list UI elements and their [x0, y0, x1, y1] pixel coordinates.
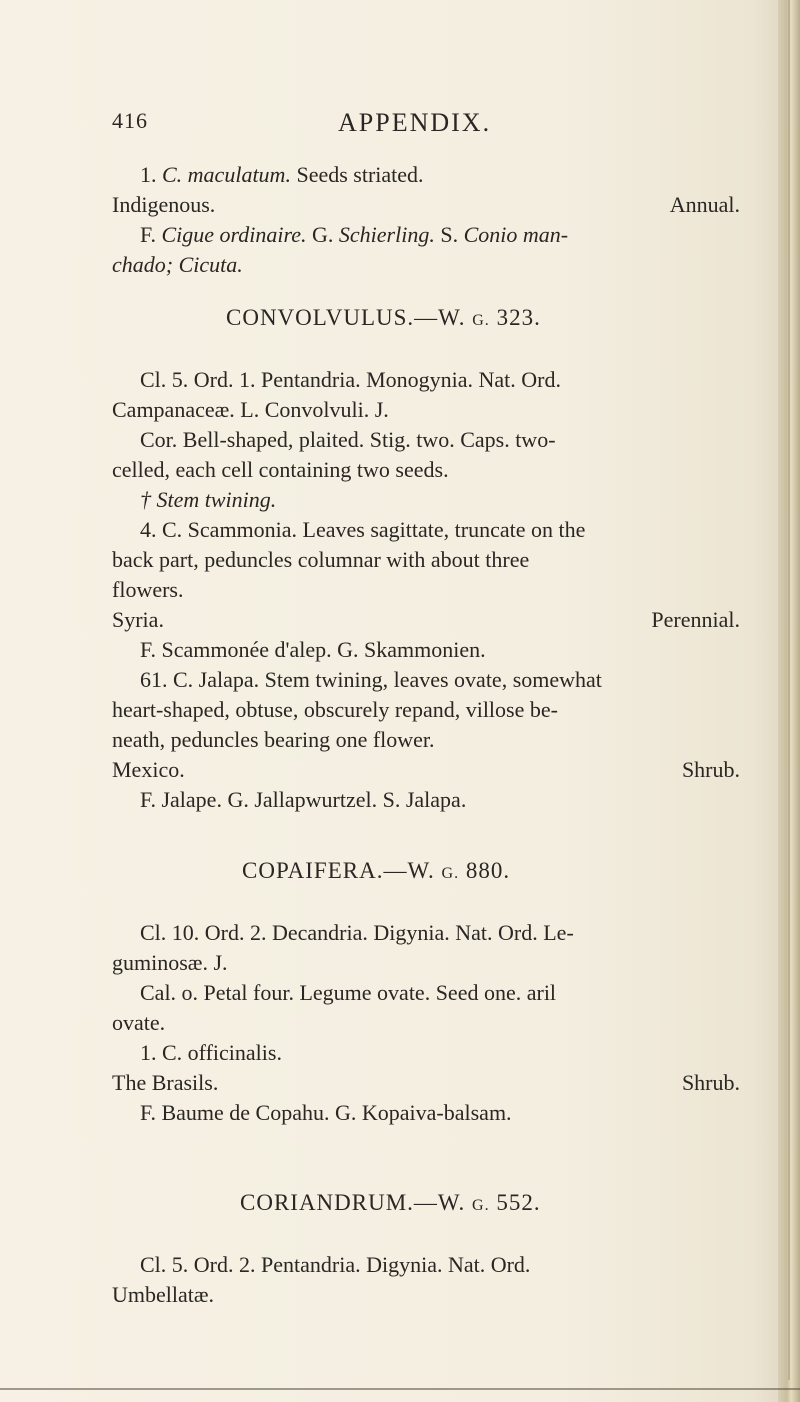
- running-title: APPENDIX.: [338, 108, 492, 137]
- text-line: Campanaceæ. L. Convolvuli. J.: [112, 397, 389, 422]
- genus-heading-coriandrum: CORIANDRUM.—W. G. 552.: [240, 1190, 541, 1215]
- text-line: 1. C. officinalis.: [140, 1040, 282, 1065]
- spine-shadow: [788, 0, 790, 1380]
- entry-cicuta-continued: [112, 160, 740, 310]
- text-line: neath, peduncles bearing one flower.: [112, 727, 435, 752]
- bottom-edge-line: [0, 1388, 800, 1390]
- text-line: 61. C. Jalapa. Stem twining, leaves ovate, somewhat: [140, 667, 602, 692]
- text-line: Cl. 5. Ord. 1. Pentandria. Monogynia. Nat. Ord.: [140, 367, 561, 392]
- genus-heading-convolvulus: CONVOLVULUS.—W. G. 323.: [226, 305, 541, 330]
- habitat-line: Mexico. Shrub.: [112, 757, 740, 782]
- text-line: Cal. o. Petal four. Legume ovate. Seed one. aril: [140, 980, 557, 1005]
- text-line: back part, peduncles columnar with about three: [112, 547, 530, 572]
- text-line: ovate.: [112, 1010, 166, 1035]
- text-line: flowers.: [112, 577, 184, 602]
- habitat-line: The Brasils. Shrub.: [112, 1070, 740, 1095]
- text-line: Cor. Bell-shaped, plaited. Stig. two. Caps. two-: [140, 427, 556, 452]
- text-line: Cl. 5. Ord. 2. Pentandria. Digynia. Nat. Ord.: [140, 1252, 531, 1277]
- page-number: 416: [112, 108, 148, 133]
- text-line: Umbellatæ.: [112, 1282, 215, 1307]
- text-line: celled, each cell containing two seeds.: [112, 457, 449, 482]
- entry-line-names-cont: chado; Cicuta.: [112, 252, 243, 277]
- text-line: F. Baume de Copahu. G. Kopaiva-balsam.: [140, 1100, 512, 1125]
- text-line: F. Jalape. G. Jallapwurtzel. S. Jalapa.: [140, 787, 467, 812]
- genus-heading-copaifera: COPAIFERA.—W. G. 880.: [242, 858, 511, 883]
- genus-body-coriandrum: [112, 1250, 740, 1320]
- text-line: F. Scammonée d'alep. G. Skammonien.: [140, 637, 486, 662]
- genus-body-convolvulus: [112, 365, 740, 895]
- genus-body-copaifera: [112, 918, 740, 1178]
- entry-line-names: F. Cigue ordinaire. G. Schierling. S. Conio man-: [140, 222, 569, 247]
- text-line: † Stem twining.: [140, 487, 277, 512]
- entry-line-habitat: Indigenous. Annual.: [112, 192, 740, 217]
- text-line: 4. C. Scammonia. Leaves sagittate, truncate on the: [140, 517, 586, 542]
- habitat-line: Syria. Perennial.: [112, 607, 740, 632]
- text-line: Cl. 10. Ord. 2. Decandria. Digynia. Nat. Ord. Le-: [140, 920, 574, 945]
- page-spine-edge: [778, 0, 800, 1402]
- text-line: guminosæ. J.: [112, 950, 228, 975]
- entry-line: 1. C. maculatum. Seeds striated.: [140, 162, 424, 187]
- text-line: heart-shaped, obtuse, obscurely repand, villose be-: [112, 697, 558, 722]
